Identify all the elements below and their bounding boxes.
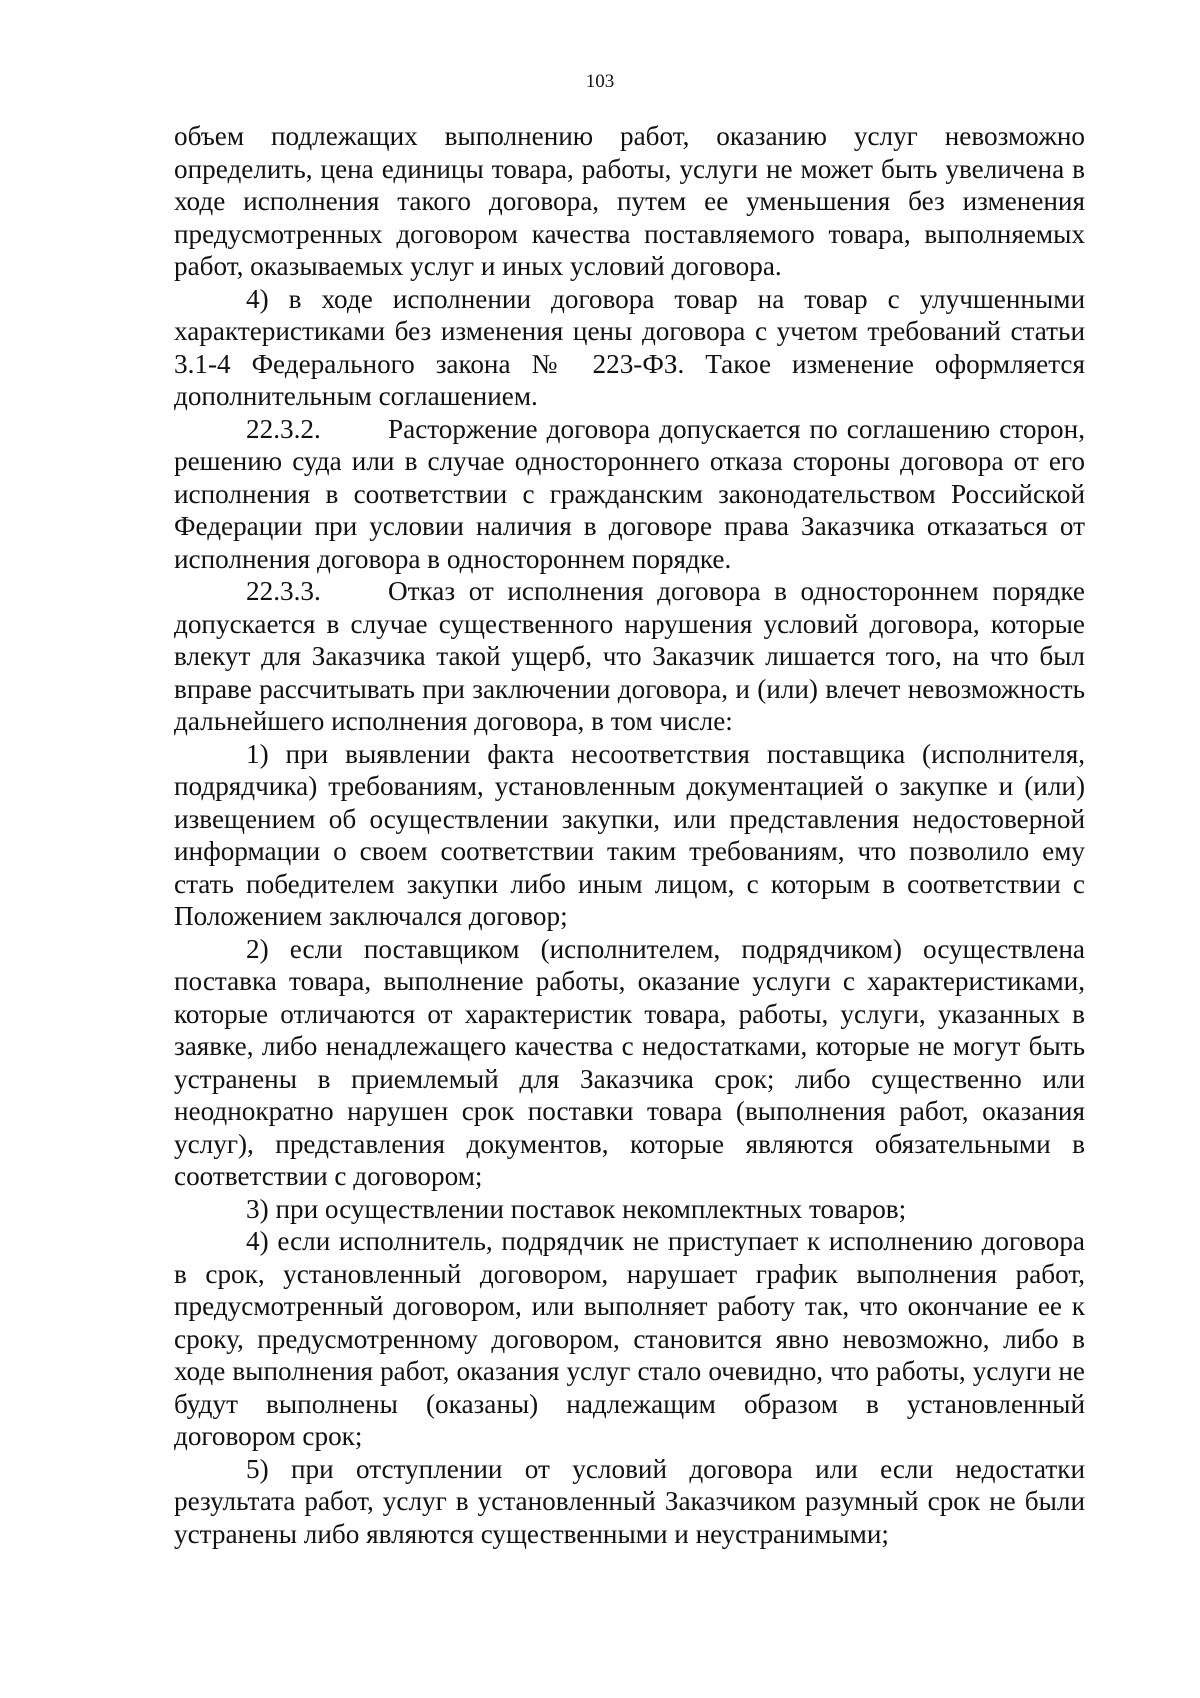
paragraph-text: 1) при выявлении факта несоответствия поставщика (исполнителя, подрядчика) требованиям, установленным документацией о закупке и (или) извещением об осуществлении закупки, или представления недостоверной информации о своем соответствии таким требованиям, что позволило ему стать победителем закупки либо иным лицом, с которым в соответствии с Положением заключался договор; [174,738,1085,931]
list-item-1 [174,738,1085,933]
document-body [174,120,1085,1550]
list-item-4 [174,1225,1085,1453]
paragraph-text: 4) если исполнитель, подрядчик не приступает к исполнению договора в срок, установленный договором, нарушает график выполнения работ, предусмотренный договором, или выполняет работу так, что окончание ее к сроку, предусмотренному договором, становится явно невозможно, либо в ходе выполнения работ, оказания услуг стало очевидно, что работы, услуги не будут выполнены (оказаны) надлежащим образом в установленный договором срок; [174,1226,1085,1451]
clause-number: 22.3.3. [246,576,321,606]
clause-22-3-2 [174,413,1085,576]
list-item-2 [174,933,1085,1193]
paragraph-text: объем подлежащих выполнению работ, оказанию услуг невозможно определить, цена единицы товара, работы, услуги не может быть увеличена в ходе исполнения такого договора, путем ее уменьшения без изменения предусмотренных договором качества поставляемого товара, выполняемых работ, оказываемых услуг и иных условий договора. [174,121,1085,281]
list-item-3 [174,1193,1085,1226]
paragraph-text: 5) при отступлении от условий договора или если недостатки результата работ, услуг в установленный Заказчиком разумный срок не были устранены либо являются существенными и неустранимыми; [174,1453,1085,1549]
paragraph-text: Отказ от исполнения договора в одностороннем порядке допускается в случае существенного нарушения условий договора, которые влекут для Заказчика такой ущерб, что Заказчик лишается того, на что был вправе рассчитывать при заключении договора, и (или) влечет невозможность дальнейшего исполнения договора, в том числе: [174,576,1085,736]
paragraph-text: 4) в ходе исполнении договора товар на товар с улучшенными характеристиками без изменения цены договора с учетом требований статьи 3.1-4 Федерального закона № 223-ФЗ. Такое изменение оформляется дополнительным соглашением. [174,283,1085,411]
list-item-5 [174,1453,1085,1551]
clause-22-3-3 [174,575,1085,738]
paragraph-continuation [174,120,1085,283]
paragraph-text: 2) если поставщиком (исполнителем, подрядчиком) осуществлена поставка товара, выполнение работы, оказание услуги с характеристиками, которые отличаются от характеристик товара, работы, услуги, указанных в заявке, либо ненадлежащего качества с недостатками, которые не могут быть устранены в приемлемый для Заказчика срок; либо существенно или неоднократно нарушен срок поставки товара (выполнения работ, оказания услуг), представления документов, которые являются обязательными в соответствии с договором; [174,933,1085,1191]
paragraph-text: 3) при осуществлении поставок некомплектных товаров; [246,1193,907,1224]
page-number: 103 [585,71,615,92]
paragraph-text: Расторжение договора допускается по соглашению сторон, решению суда или в случае одностороннего отказа стороны договора от его исполнения в соответствии с гражданским законодательством Российской Федерации при условии наличия в договоре права Заказчика отказаться от исполнения договора в одностороннем порядке. [174,413,1085,574]
list-item-4-change [174,283,1085,413]
clause-number: 22.3.2. [246,413,321,444]
